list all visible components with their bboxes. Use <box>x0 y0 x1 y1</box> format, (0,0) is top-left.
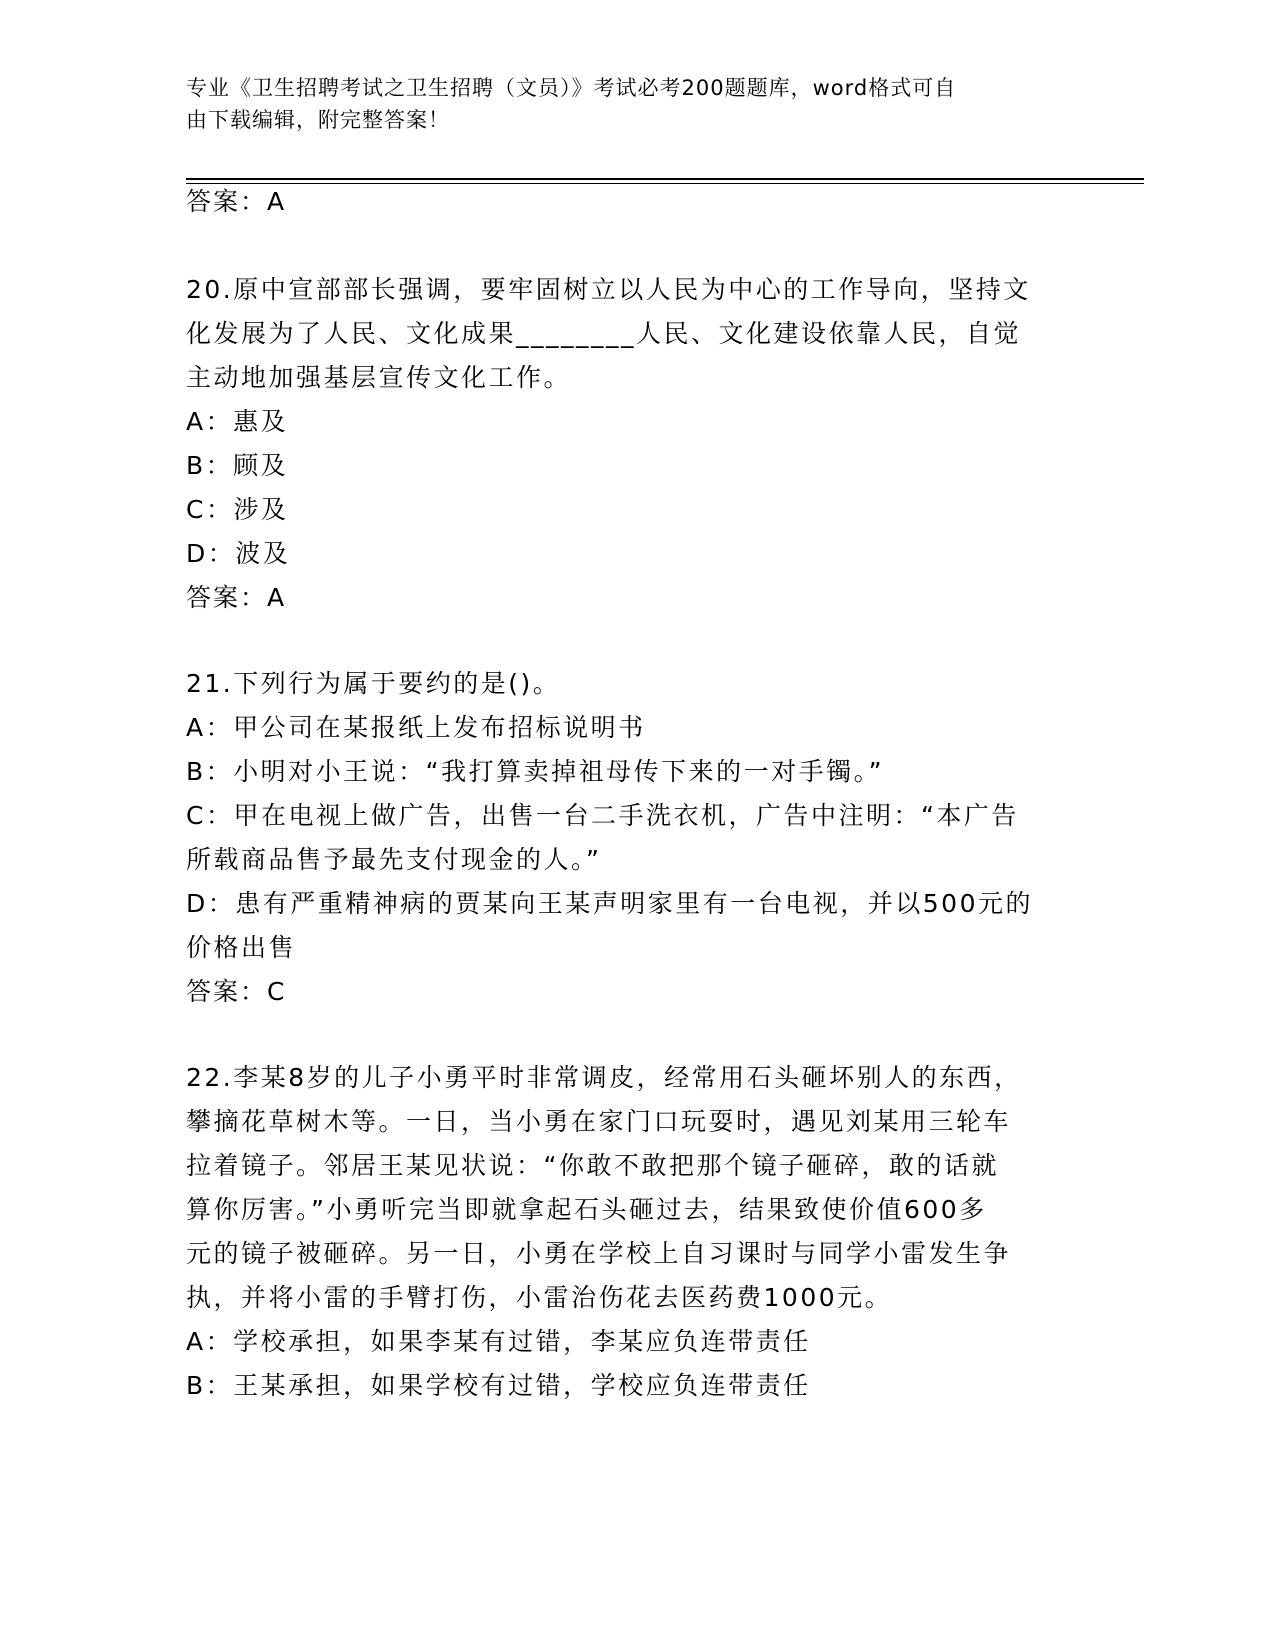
document-header <box>186 72 1066 136</box>
q22-option-b: B：王某承担，如果学校有过错，学校应负连带责任 <box>186 1371 811 1400</box>
q21-option-b: B：小明对小王说：“我打算卖掉祖母传下来的一对手镯。” <box>186 757 885 786</box>
q22-text-4: 算你厉害。”小勇听完当即就拿起石头砸过去，结果致使价值600多 <box>186 1195 987 1224</box>
q20-option-a: A：惠及 <box>186 407 289 436</box>
q20-answer: 答案：A <box>186 583 287 612</box>
q21-option-d-1: D：患有严重精神病的贾某向王某声明家里有一台电视，并以500元的 <box>186 889 1033 918</box>
q21-option-c-1: C：甲在电视上做广告，出售一台二手洗衣机，广告中注明：“本广告 <box>186 801 1019 830</box>
q20-text-1: 20.原中宣部部长强调，要牢固树立以人民为中心的工作导向，坚持文 <box>186 275 1031 304</box>
q22-text-1: 22.李某8岁的儿子小勇平时非常调皮，经常用石头砸坏别人的东西， <box>186 1063 1022 1092</box>
q22-text-2: 攀摘花草树木等。一日，当小勇在家门口玩耍时，遇见刘某用三轮车 <box>186 1107 1012 1136</box>
header-line-2: 由下载编辑，附完整答案！ <box>186 108 450 132</box>
header-divider-thin <box>186 183 1144 184</box>
q20-text-2: 化发展为了人民、文化成果________人民、文化建设依靠人民，自觉 <box>186 319 1022 348</box>
answer-prev: 答案：A <box>186 187 287 216</box>
q21-option-c-2: 所载商品售予最先支付现金的人。” <box>186 845 602 874</box>
q20-option-b: B：顾及 <box>186 451 289 480</box>
q21-option-a: A：甲公司在某报纸上发布招标说明书 <box>186 713 646 742</box>
q22-text-6: 执，并将小雷的手臂打伤，小雷治伤花去医药费1000元。 <box>186 1283 893 1312</box>
q22-text-3: 拉着镜子。邻居王某见状说：“你敢不敢把那个镜子砸碎，敢的话就 <box>186 1151 999 1180</box>
q22-text-5: 元的镜子被砸碎。另一日，小勇在学校上自习课时与同学小雷发生争 <box>186 1239 1012 1268</box>
q20-text-3: 主动地加强基层宣传文化工作。 <box>186 363 572 392</box>
q22-option-a: A：学校承担，如果李某有过错，李某应负连带责任 <box>186 1327 811 1356</box>
q21-text: 21.下列行为属于要约的是()。 <box>186 669 561 698</box>
header-line-1: 专业《卫生招聘考试之卫生招聘（文员）》考试必考200题题库，word格式可自 <box>186 76 957 100</box>
q20-option-d: D：波及 <box>186 539 291 568</box>
q21-option-d-2: 价格出售 <box>186 933 297 962</box>
q20-option-c: C：涉及 <box>186 495 289 524</box>
header-divider <box>186 178 1144 180</box>
q21-answer: 答案：C <box>186 977 287 1006</box>
